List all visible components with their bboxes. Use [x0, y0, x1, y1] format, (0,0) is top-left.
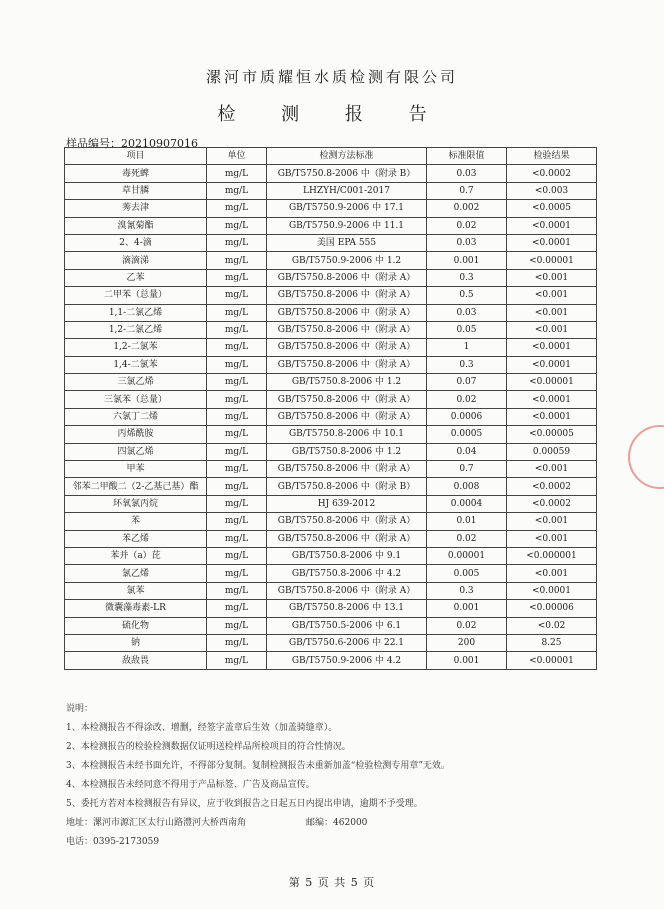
notes-section	[66, 700, 586, 852]
cell-limit: 0.02	[427, 530, 507, 547]
cell-result: <0.001	[507, 269, 597, 286]
cell-result: <0.0005	[507, 200, 597, 217]
cell-result: <0.00001	[507, 252, 597, 269]
table-row	[65, 600, 597, 617]
cell-limit: 0.3	[427, 356, 507, 373]
cell-limit: 0.0005	[427, 426, 507, 443]
cell-unit: mg/L	[207, 582, 267, 599]
report-title: 检 测 报 告	[217, 104, 447, 125]
cell-unit: mg/L	[207, 530, 267, 547]
cell-unit: mg/L	[207, 461, 267, 478]
table-row	[65, 234, 597, 251]
cell-unit: mg/L	[207, 287, 267, 304]
cell-method: GB/T5750.8-2006 中（附录 A）	[267, 391, 427, 408]
cell-unit: mg/L	[207, 495, 267, 512]
cell-limit: 0.002	[427, 200, 507, 217]
table-row	[65, 165, 597, 182]
cell-limit: 1	[427, 339, 507, 356]
cell-result: <0.0001	[507, 234, 597, 251]
cell-item-name: 莠去津	[65, 200, 207, 217]
cell-limit: 0.005	[427, 565, 507, 582]
column-header-result: 检验结果	[507, 148, 597, 165]
cell-result: <0.000001	[507, 547, 597, 564]
cell-method: GB/T5750.9-2006 中 11.1	[267, 217, 427, 234]
note-item: 5、委托方若对本检测报告有异议，应于收到报告之日起五日内提出申请，逾期不予受理。	[66, 799, 423, 809]
cell-item-name: 1,4-二氯苯	[65, 356, 207, 373]
cell-unit: mg/L	[207, 339, 267, 356]
cell-result: <0.02	[507, 617, 597, 634]
cell-unit: mg/L	[207, 600, 267, 617]
cell-item-name: 甲苯	[65, 461, 207, 478]
cell-result: <0.0001	[507, 408, 597, 425]
note-item: 3、本检测报告未经书面允许，不得部分复制。复制检测报告未重新加盖“检验检测专用章”无效。	[66, 761, 450, 771]
cell-limit: 0.02	[427, 617, 507, 634]
note-item: 2、本检测报告的检验检测数据仅证明送检样品所检项目的符合性情况。	[66, 742, 351, 752]
address-label: 地址：	[66, 818, 94, 828]
cell-item-name: 邻苯二甲酸二（2-乙基己基）酯	[65, 478, 207, 495]
cell-method: GB/T5750.8-2006 中（附录 A）	[267, 339, 427, 356]
cell-unit: mg/L	[207, 617, 267, 634]
cell-item-name: 微囊藻毒素-LR	[65, 600, 207, 617]
cell-item-name: 苯乙烯	[65, 530, 207, 547]
cell-result: <0.001	[507, 565, 597, 582]
company-name: 漯河市质耀恒水质检测有限公司	[205, 68, 458, 86]
table-row	[65, 478, 597, 495]
cell-item-name: 三氯乙烯	[65, 374, 207, 391]
cell-unit: mg/L	[207, 443, 267, 460]
phone-label: 电话：	[66, 837, 94, 847]
cell-unit: mg/L	[207, 321, 267, 338]
cell-item-name: 钠	[65, 634, 207, 651]
table-row	[65, 200, 597, 217]
table-row	[65, 547, 597, 564]
cell-unit: mg/L	[207, 426, 267, 443]
cell-unit: mg/L	[207, 374, 267, 391]
cell-unit: mg/L	[207, 182, 267, 199]
cell-limit: 0.0004	[427, 495, 507, 512]
cell-method: GB/T5750.8-2006 中（附录 B）	[267, 478, 427, 495]
table-row	[65, 408, 597, 425]
cell-unit: mg/L	[207, 547, 267, 564]
seal-stamp	[628, 425, 664, 489]
cell-method: GB/T5750.8-2006 中（附录 A）	[267, 356, 427, 373]
table-row	[65, 287, 597, 304]
cell-method: GB/T5750.9-2006 中 1.2	[267, 252, 427, 269]
cell-unit: mg/L	[207, 234, 267, 251]
cell-item-name: 二甲苯（总量）	[65, 287, 207, 304]
cell-result: <0.001	[507, 513, 597, 530]
cell-method: GB/T5750.9-2006 中 4.2	[267, 652, 427, 669]
table-row	[65, 617, 597, 634]
cell-item-name: 硫化物	[65, 617, 207, 634]
column-header-limit: 标准限值	[427, 148, 507, 165]
cell-limit: 0.05	[427, 321, 507, 338]
cell-unit: mg/L	[207, 652, 267, 669]
cell-item-name: 丙烯酰胺	[65, 426, 207, 443]
cell-limit: 0.0006	[427, 408, 507, 425]
address-line	[66, 814, 586, 833]
cell-item-name: 滴滴涕	[65, 252, 207, 269]
cell-item-name: 环氧氯丙烷	[65, 495, 207, 512]
cell-result: <0.0001	[507, 582, 597, 599]
cell-result: 8.25	[507, 634, 597, 651]
postal-value: 462000	[333, 818, 368, 828]
table-header-row	[65, 148, 597, 165]
cell-unit: mg/L	[207, 356, 267, 373]
cell-method: GB/T5750.8-2006 中 4.2	[267, 565, 427, 582]
cell-unit: mg/L	[207, 200, 267, 217]
cell-limit: 0.001	[427, 652, 507, 669]
cell-unit: mg/L	[207, 634, 267, 651]
address	[66, 814, 246, 833]
table-row	[65, 530, 597, 547]
cell-result: <0.00006	[507, 600, 597, 617]
cell-limit: 0.02	[427, 217, 507, 234]
cell-item-name: 溴氰菊酯	[65, 217, 207, 234]
cell-method: HJ 639-2012	[267, 495, 427, 512]
sample-number-value: 20210907016	[121, 137, 198, 150]
cell-limit: 0.03	[427, 234, 507, 251]
page-number: 第 5 页 共 5 页	[288, 876, 376, 889]
cell-item-name: 1,2-二氯乙烯	[65, 321, 207, 338]
phone-value: 0395-2173059	[93, 837, 160, 847]
cell-unit: mg/L	[207, 478, 267, 495]
table-row	[65, 356, 597, 373]
cell-result: 0.00059	[507, 443, 597, 460]
table-row	[65, 565, 597, 582]
cell-item-name: 三氯苯（总量）	[65, 391, 207, 408]
cell-method: GB/T5750.8-2006 中 1.2	[267, 443, 427, 460]
cell-method: GB/T5750.6-2006 中 22.1	[267, 634, 427, 651]
cell-method: GB/T5750.8-2006 中（附录 A）	[267, 304, 427, 321]
cell-result: <0.001	[507, 530, 597, 547]
sample-number-label: 样品编号：	[66, 137, 121, 150]
cell-result: <0.0002	[507, 478, 597, 495]
cell-method: GB/T5750.8-2006 中（附录 A）	[267, 530, 427, 547]
table-row	[65, 582, 597, 599]
table-row	[65, 513, 597, 530]
cell-item-name: 四氯乙烯	[65, 443, 207, 460]
column-header-unit: 单位	[207, 148, 267, 165]
cell-method: GB/T5750.8-2006 中 1.2	[267, 374, 427, 391]
table-row	[65, 461, 597, 478]
column-header-method: 检测方法标准	[267, 148, 427, 165]
cell-method: GB/T5750.9-2006 中 17.1	[267, 200, 427, 217]
table-row	[65, 374, 597, 391]
cell-limit: 0.7	[427, 182, 507, 199]
cell-method: GB/T5750.8-2006 中（附录 A）	[267, 461, 427, 478]
column-header-item: 项目	[65, 148, 207, 165]
cell-method: GB/T5750.8-2006 中 10.1	[267, 426, 427, 443]
table-row	[65, 339, 597, 356]
cell-result: <0.0001	[507, 391, 597, 408]
address-value: 漯河市源汇区太行山路澧河大桥西南角	[93, 818, 247, 828]
cell-unit: mg/L	[207, 513, 267, 530]
note-item: 1、本检测报告不得涂改、增删，经签字盖章后生效（加盖骑缝章）。	[66, 723, 338, 733]
cell-unit: mg/L	[207, 408, 267, 425]
cell-unit: mg/L	[207, 165, 267, 182]
cell-method: GB/T5750.8-2006 中（附录 A）	[267, 408, 427, 425]
cell-item-name: 六氯丁二烯	[65, 408, 207, 425]
cell-limit: 0.04	[427, 443, 507, 460]
table-row	[65, 217, 597, 234]
cell-result: <0.00005	[507, 426, 597, 443]
cell-result: <0.001	[507, 461, 597, 478]
cell-limit: 200	[427, 634, 507, 651]
cell-result: <0.001	[507, 287, 597, 304]
cell-method: LHZYH/C001-2017	[267, 182, 427, 199]
cell-item-name: 氯苯	[65, 582, 207, 599]
cell-unit: mg/L	[207, 565, 267, 582]
cell-result: <0.0002	[507, 165, 597, 182]
table-row	[65, 182, 597, 199]
cell-item-name: 草甘膦	[65, 182, 207, 199]
cell-result: <0.001	[507, 304, 597, 321]
cell-method: GB/T5750.8-2006 中（附录 A）	[267, 321, 427, 338]
cell-limit: 0.02	[427, 391, 507, 408]
cell-result: <0.001	[507, 321, 597, 338]
cell-method: GB/T5750.8-2006 中（附录 A）	[267, 582, 427, 599]
cell-method: GB/T5750.8-2006 中（附录 A）	[267, 269, 427, 286]
cell-item-name: 乙苯	[65, 269, 207, 286]
table-row	[65, 426, 597, 443]
table-row	[65, 321, 597, 338]
cell-method: GB/T5750.8-2006 中（附录 B）	[267, 165, 427, 182]
cell-result: <0.0001	[507, 356, 597, 373]
cell-method: GB/T5750.8-2006 中 9.1	[267, 547, 427, 564]
cell-limit: 0.7	[427, 461, 507, 478]
cell-result: <0.0001	[507, 217, 597, 234]
cell-item-name: 1,1-二氯乙烯	[65, 304, 207, 321]
cell-limit: 0.001	[427, 252, 507, 269]
cell-item-name: 1,2-二氯苯	[65, 339, 207, 356]
cell-unit: mg/L	[207, 304, 267, 321]
table-row	[65, 391, 597, 408]
cell-limit: 0.03	[427, 165, 507, 182]
cell-limit: 0.03	[427, 304, 507, 321]
table-row	[65, 304, 597, 321]
cell-method: GB/T5750.8-2006 中（附录 A）	[267, 287, 427, 304]
cell-limit: 0.01	[427, 513, 507, 530]
postal-code	[306, 814, 367, 833]
cell-limit: 0.3	[427, 269, 507, 286]
table-row	[65, 269, 597, 286]
cell-item-name: 苯	[65, 513, 207, 530]
cell-result: <0.0001	[507, 339, 597, 356]
cell-method: GB/T5750.5-2006 中 6.1	[267, 617, 427, 634]
table-row	[65, 443, 597, 460]
cell-limit: 0.008	[427, 478, 507, 495]
table-row	[65, 652, 597, 669]
cell-item-name: 苯并（a）芘	[65, 547, 207, 564]
table-row	[65, 634, 597, 651]
cell-limit: 0.3	[427, 582, 507, 599]
cell-result: <0.00001	[507, 652, 597, 669]
cell-unit: mg/L	[207, 269, 267, 286]
cell-unit: mg/L	[207, 217, 267, 234]
table-body	[65, 165, 597, 669]
cell-unit: mg/L	[207, 252, 267, 269]
cell-limit: 0.00001	[427, 547, 507, 564]
cell-method: 美国 EPA 555	[267, 234, 427, 251]
results-table	[64, 147, 597, 670]
cell-item-name: 毒死蜱	[65, 165, 207, 182]
cell-limit: 0.5	[427, 287, 507, 304]
note-item: 4、本检测报告未经同意不得用于产品标签、广告及商品宣传。	[66, 780, 315, 790]
cell-method: GB/T5750.8-2006 中 13.1	[267, 600, 427, 617]
cell-limit: 0.001	[427, 600, 507, 617]
cell-result: <0.0002	[507, 495, 597, 512]
table-row	[65, 252, 597, 269]
notes-heading: 说明：	[66, 704, 94, 714]
cell-limit: 0.07	[427, 374, 507, 391]
phone-line	[66, 833, 586, 852]
cell-unit: mg/L	[207, 391, 267, 408]
cell-method: GB/T5750.8-2006 中（附录 A）	[267, 513, 427, 530]
postal-label: 邮编：	[306, 818, 334, 828]
cell-result: <0.003	[507, 182, 597, 199]
cell-item-name: 2、4-滴	[65, 234, 207, 251]
table-row	[65, 495, 597, 512]
cell-item-name: 敌敌畏	[65, 652, 207, 669]
cell-result: <0.00001	[507, 374, 597, 391]
cell-item-name: 氯乙烯	[65, 565, 207, 582]
